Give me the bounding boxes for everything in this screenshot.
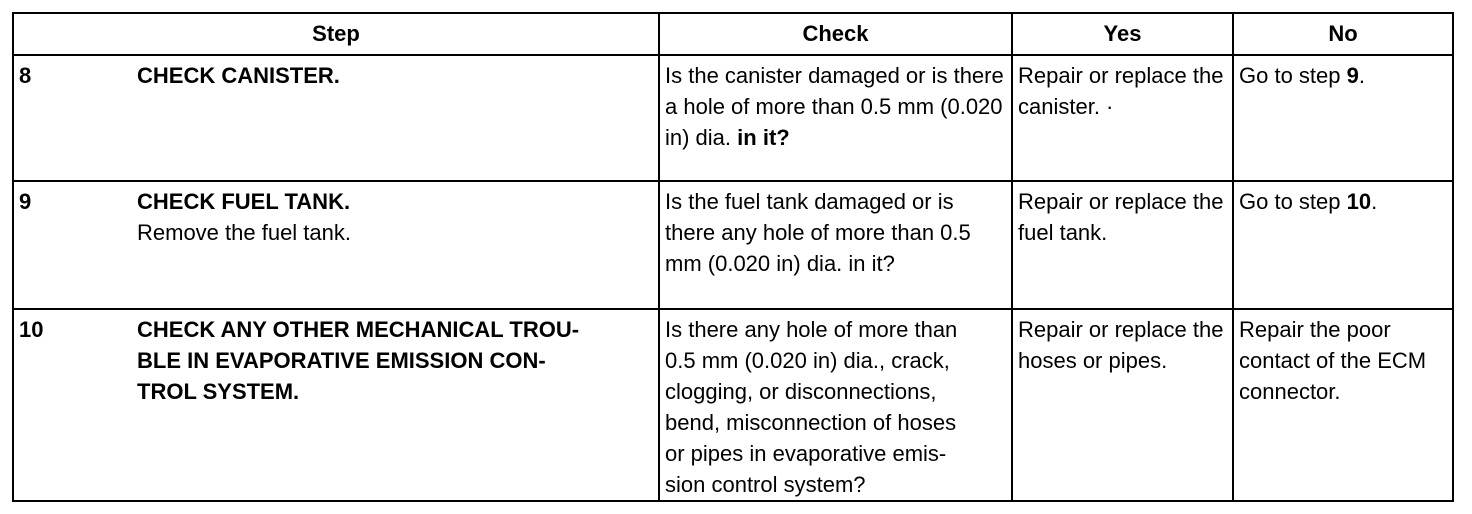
step-number: 9 — [19, 189, 32, 214]
header-row — [13, 13, 1453, 55]
step-cell — [13, 309, 659, 501]
table-row — [13, 309, 1453, 501]
check-line: Is there any hole of more than — [665, 317, 958, 342]
no-step-ref: 10 — [1346, 189, 1372, 214]
step-title-line: TROL SYSTEM. — [137, 379, 300, 404]
step-title-line: BLE IN EVAPORATIVE EMISSION CON- — [137, 348, 546, 373]
step-cell — [13, 181, 659, 309]
check-cell — [659, 309, 1012, 501]
step-description: Remove the fuel tank. — [137, 220, 352, 245]
step-title: CHECK FUEL TANK. — [137, 189, 351, 214]
check-line: or pipes in evaporative emis- — [665, 441, 947, 466]
yes-cell: Repair or replace the fuel tank. — [1012, 181, 1233, 309]
check-text-bold: in it? — [737, 125, 790, 150]
table-row — [13, 55, 1453, 181]
header-yes: Yes — [1012, 13, 1233, 55]
step-title: CHECK CANISTER. — [137, 63, 340, 88]
no-text: Go to step — [1239, 189, 1341, 214]
step-number: 10 — [19, 317, 44, 342]
no-step-ref: 9 — [1346, 63, 1359, 88]
table-row — [13, 181, 1453, 309]
check-cell — [659, 55, 1012, 181]
check-line: clogging, or disconnections, — [665, 379, 937, 404]
no-suffix: . — [1358, 63, 1366, 88]
no-text: Go to step — [1239, 63, 1341, 88]
yes-cell: Repair or replace the canister. · — [1012, 55, 1233, 181]
no-cell — [1233, 181, 1453, 309]
header-step: Step — [13, 13, 659, 55]
yes-cell: Repair or replace the hoses or pipes. — [1012, 309, 1233, 501]
no-cell — [1233, 55, 1453, 181]
step-cell — [13, 55, 659, 181]
no-cell: Repair the poor contact of the ECM connector. — [1233, 309, 1453, 501]
check-line: bend, misconnection of hoses — [665, 410, 957, 435]
diagnostic-table — [12, 12, 1454, 502]
check-cell: Is the fuel tank damaged or is there any hole of more than 0.5 mm (0.020 in) dia. in it? — [659, 181, 1012, 309]
header-no: No — [1233, 13, 1453, 55]
check-line: 0.5 mm (0.020 in) dia., crack, — [665, 348, 950, 373]
check-text: Is the canister damaged or is there a hole of more than 0.5 mm (0.020 in) dia. — [665, 63, 1004, 150]
step-title-line: CHECK ANY OTHER MECHANICAL TROU- — [137, 317, 580, 342]
step-number: 8 — [19, 63, 32, 88]
no-suffix: . — [1371, 189, 1378, 214]
header-check: Check — [659, 13, 1012, 55]
check-line: sion control system? — [665, 472, 866, 497]
